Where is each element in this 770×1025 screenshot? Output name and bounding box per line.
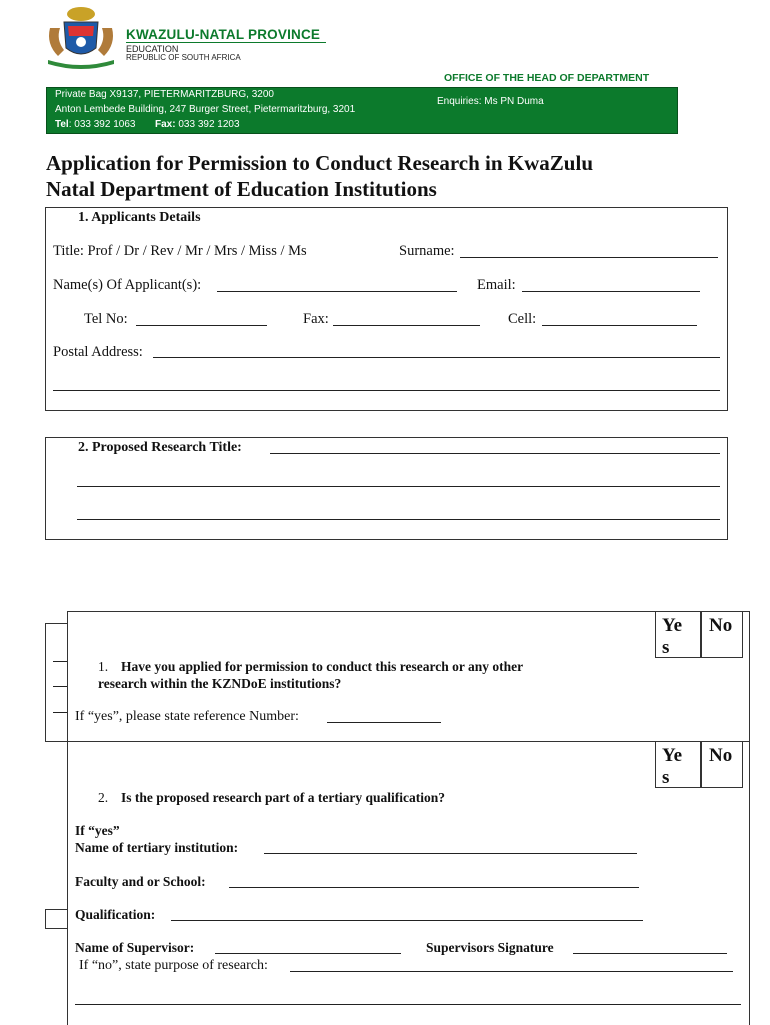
header-rule [126,42,326,43]
postal-address-input-line2[interactable] [53,390,720,391]
office-heading: OFFICE OF THE HEAD OF DEPARTMENT [444,72,650,84]
q1-number: 1. [98,659,109,674]
title-options-label: Title: Prof / Dr / Rev / Mr / Mrs / Miss / Ms [53,243,307,259]
department-name: EDUCATION [126,44,179,54]
enquiries-text: Enquiries: Ms PN Duma [437,96,544,107]
institution-label: Name of tertiary institution: [75,840,239,855]
q2-yes-cell[interactable] [655,741,702,788]
fax-label: Fax: [155,119,176,130]
address-line2: Anton Lembede Building, 247 Burger Street, Pietermaritzburg, 3201 [55,104,356,115]
faculty-input[interactable] [229,887,639,888]
email-input[interactable] [522,291,700,292]
fax-input[interactable] [333,325,480,326]
q2-no-cell[interactable] [700,741,743,788]
q1-reference-input[interactable] [327,722,441,723]
purpose-input[interactable] [290,971,733,972]
form-title-line1: Application for Permission to Conduct Research in KwaZulu [46,151,594,175]
email-label: Email: [477,277,516,293]
q1-no-cell[interactable] [700,611,743,658]
tel-label: Tel No: [84,311,128,327]
supervisor-input[interactable] [215,953,401,954]
q1-no-label: No [709,615,733,636]
q2-no-label: No [709,745,733,766]
research-title-input[interactable] [270,453,720,454]
postal-address-label: Postal Address: [53,344,143,360]
province-name: KWAZULU-NATAL PROVINCE [126,27,321,42]
research-title-input-line3[interactable] [77,519,720,520]
qualification-label: Qualification: [75,907,156,922]
address-line1: Private Bag X9137, PIETERMARITZBURG, 3200 [55,89,274,100]
q1-question-line1: Have you applied for permission to conduct this research or any other [121,659,524,674]
section2-heading: 2. Proposed Research Title: [78,440,242,455]
q1-yes-label: Ye s [662,615,683,658]
cell-label: Cell: [508,311,537,327]
q1-yes-cell[interactable] [655,611,702,658]
research-title-input-line2[interactable] [77,486,720,487]
address-banner [46,87,678,134]
surname-input[interactable] [460,257,718,258]
q2-if-yes-label: If “yes” [75,823,120,838]
names-label: Name(s) Of Applicant(s): [53,277,202,293]
fax-value: 033 392 1203 [175,119,240,130]
q2-number: 2. [98,790,109,805]
phone-fax-line [55,119,240,130]
purpose-input-line2[interactable] [75,1004,741,1005]
names-input[interactable] [217,291,457,292]
supervisor-label: Name of Supervisor: [75,940,195,955]
q2-yes-label: Ye s [662,745,683,788]
tel-input[interactable] [136,325,267,326]
coat-of-arms-logo [44,4,118,70]
applicant-details-box [45,207,728,411]
signature-label: Supervisors Signature [426,940,554,955]
surname-label: Surname: [399,243,455,259]
cell-input[interactable] [542,325,697,326]
signature-input[interactable] [573,953,727,954]
tel-label: Tel [55,119,69,130]
institution-input[interactable] [264,853,637,854]
q1-reference-label: If “yes”, please state reference Number: [75,709,299,724]
republic-name: REPUBLIC OF SOUTH AFRICA [126,53,241,62]
fax-label: Fax: [303,311,329,327]
faculty-label: Faculty and or School: [75,874,206,889]
form-title-line2: Natal Department of Education Institutions [46,177,437,201]
section1-heading: 1. Applicants Details [78,210,201,225]
q1-question-line2: research within the KZNDoE institutions? [98,676,342,691]
if-no-label: If “no”, state purpose of research: [79,958,268,973]
postal-address-input[interactable] [153,357,720,358]
qualification-input[interactable] [171,920,643,921]
q2-question: Is the proposed research part of a tertiary qualification? [121,790,445,805]
tel-value: : 033 392 1063 [68,119,136,130]
